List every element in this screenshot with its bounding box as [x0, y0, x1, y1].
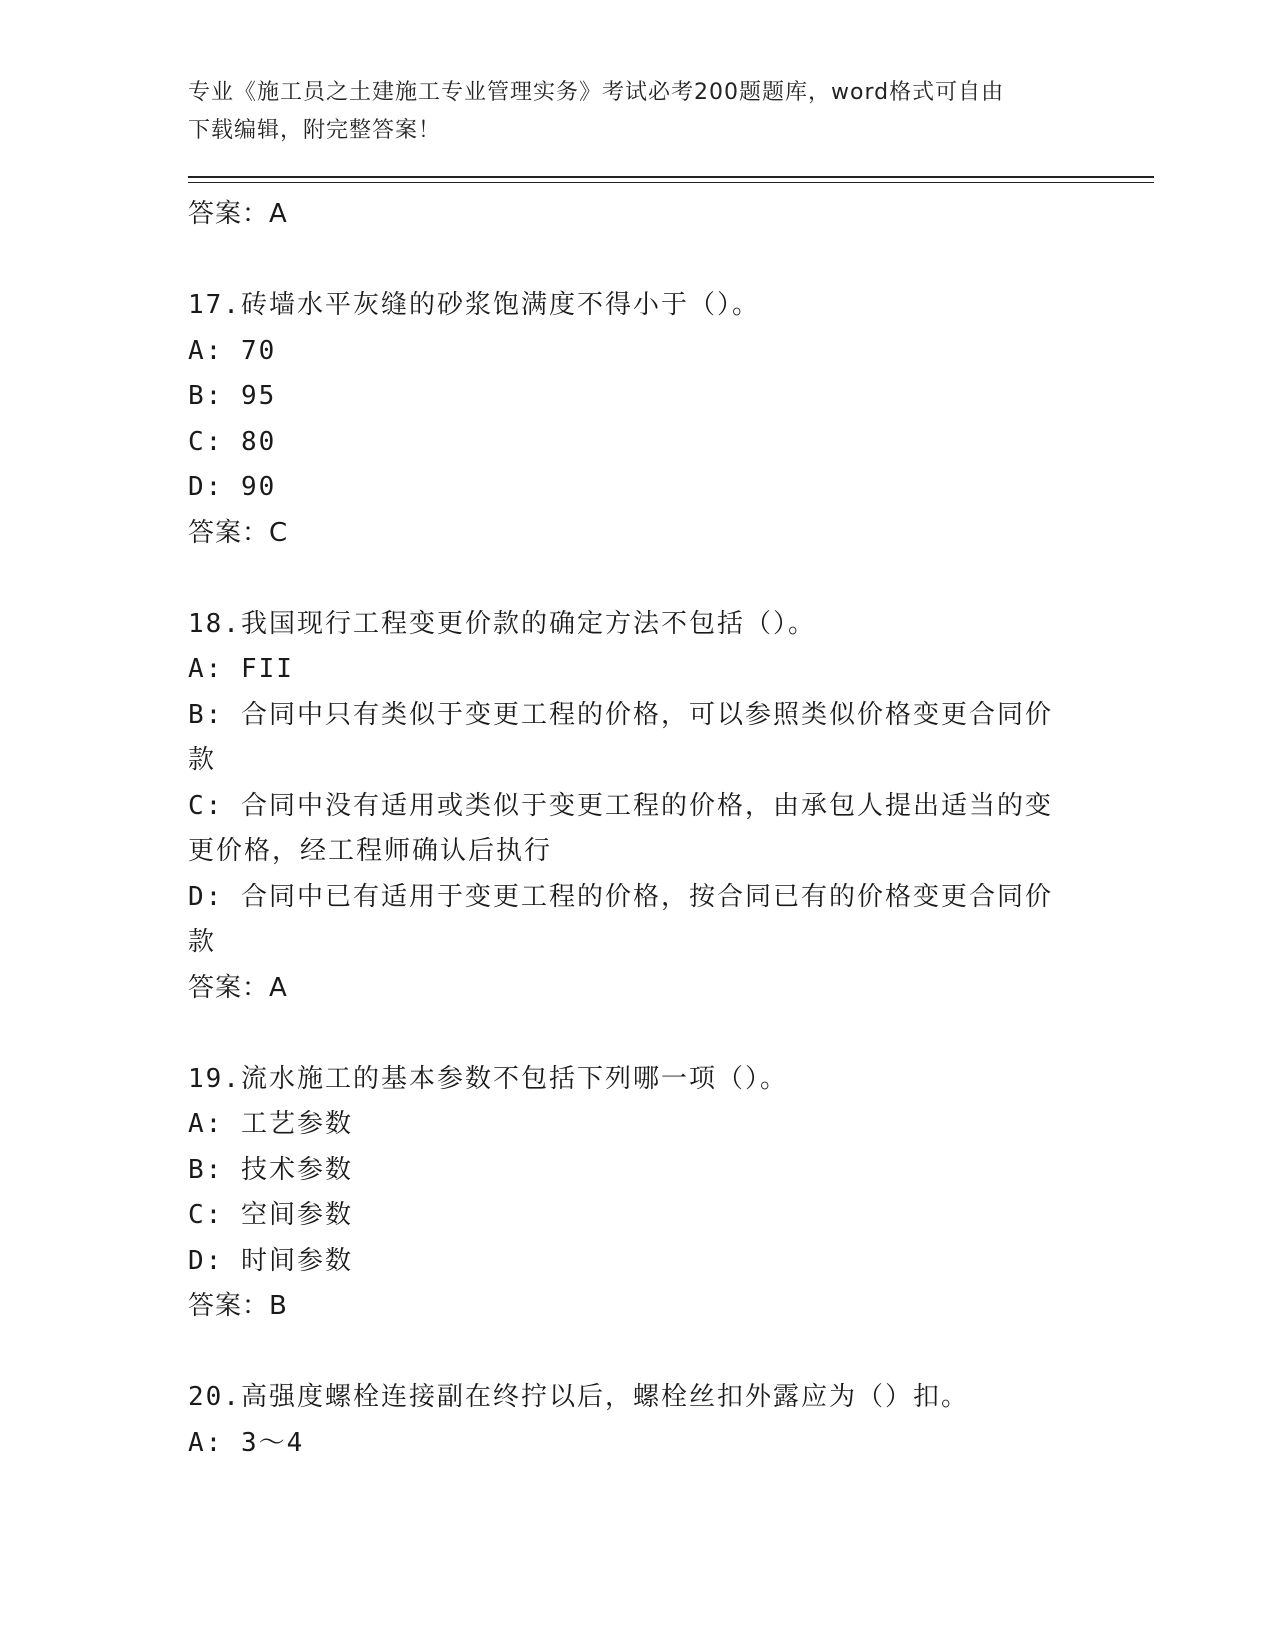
- header-line-1: 专业《施工员之土建施工专业管理实务》考试必考200题题库，word格式可自由: [188, 80, 1005, 105]
- option-continuation: 更价格，经工程师确认后执行: [188, 836, 553, 866]
- option-continuation: 款: [188, 927, 217, 957]
- document-header: [188, 74, 1088, 150]
- option: D: 时间参数: [188, 1245, 353, 1276]
- question-list: [188, 192, 1088, 1466]
- answer: 答案：C: [188, 517, 289, 548]
- question-stem: 17.砖墙水平灰缝的砂浆饱满度不得小于（）。: [188, 290, 760, 320]
- header-line-2: 下载编辑，附完整答案！: [188, 118, 442, 143]
- option: A: FII: [188, 654, 294, 684]
- option: A: 3～4: [188, 1427, 305, 1458]
- question-stem: 18.我国现行工程变更价款的确定方法不包括（）。: [188, 608, 816, 639]
- option: D: 90: [188, 472, 277, 502]
- option: C: 空间参数: [188, 1200, 353, 1230]
- header-divider-thin: [188, 182, 1154, 183]
- question-stem: 20.高强度螺栓连接副在终拧以后，螺栓丝扣外露应为（）扣。: [188, 1382, 969, 1412]
- option: C: 80: [188, 426, 277, 457]
- option: B: 合同中只有类似于变更工程的价格，可以参照类似价格变更合同价: [188, 699, 1053, 730]
- answer: 答案：A: [188, 972, 288, 1003]
- previous-answer: 答案：A: [188, 199, 288, 229]
- option: D: 合同中已有适用于变更工程的价格，按合同已有的价格变更合同价: [188, 881, 1053, 912]
- spacer: [188, 556, 1088, 602]
- option: B: 95: [188, 381, 277, 411]
- header-divider: [188, 176, 1154, 178]
- spacer: [188, 1330, 1088, 1376]
- spacer: [188, 1011, 1088, 1057]
- question-stem: 19.流水施工的基本参数不包括下列哪一项（）。: [188, 1063, 788, 1094]
- answer: 答案：B: [188, 1291, 288, 1321]
- option: B: 技术参数: [188, 1154, 353, 1185]
- option: A: 70: [188, 335, 277, 366]
- option: C: 合同中没有适用或类似于变更工程的价格，由承包人提出适当的变: [188, 790, 1053, 821]
- spacer: [188, 238, 1088, 284]
- option-continuation: 款: [188, 745, 217, 775]
- option: A: 工艺参数: [188, 1109, 353, 1139]
